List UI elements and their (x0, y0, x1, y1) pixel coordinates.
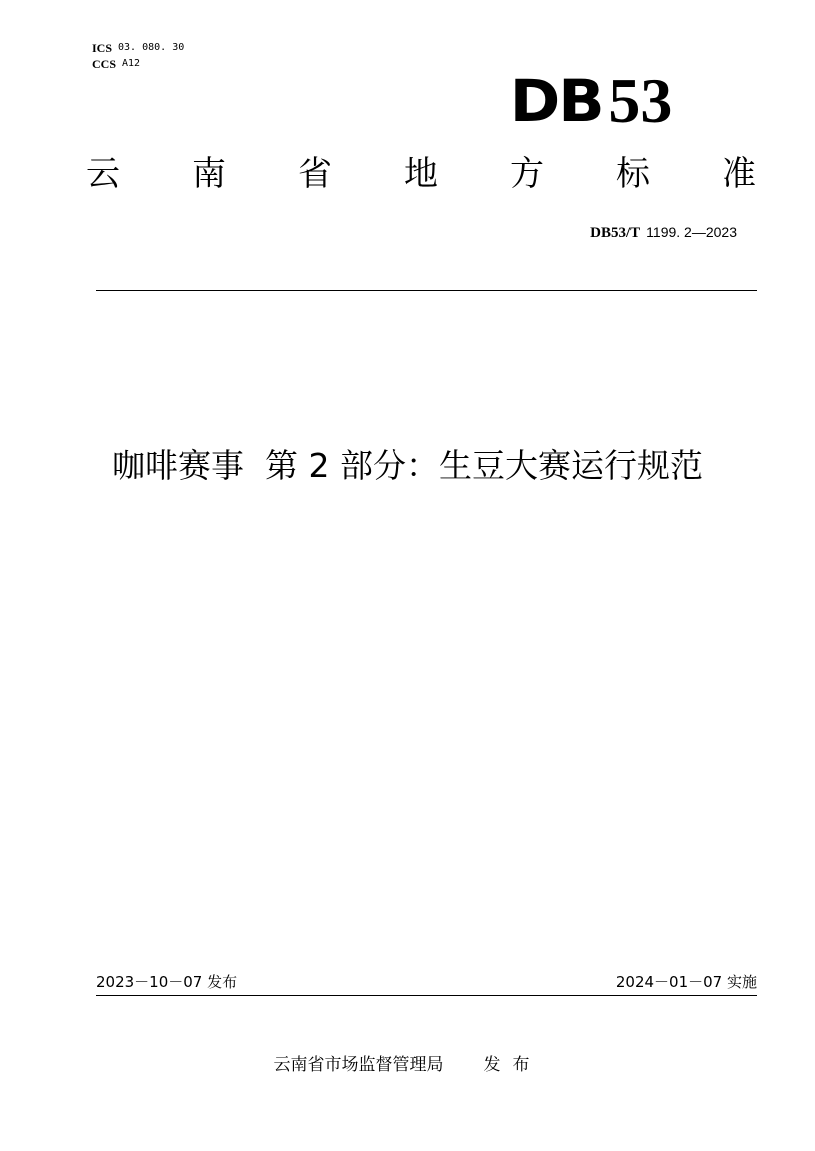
issuer-line (0, 1054, 815, 1076)
standard-code (590, 224, 737, 242)
standard-type-char: 地 (404, 154, 438, 194)
logo-letters: DB (509, 67, 603, 135)
logo-number: 53 (608, 65, 673, 136)
ccs-label: CCS (92, 57, 117, 71)
implement-date: 2024－01－07 实施 (615, 973, 757, 991)
standard-code-number: 1199. 2—2023 (646, 224, 737, 240)
document-title: 咖啡赛事 第 2 部分：生豆大赛运行规范 (112, 446, 703, 485)
classification-block (92, 40, 184, 72)
ccs-line (92, 56, 184, 72)
standard-type-char: 云 (86, 154, 120, 194)
standard-code-prefix: DB53/T (590, 225, 641, 241)
date-row (96, 972, 757, 992)
standard-type-char: 标 (616, 154, 650, 194)
bottom-divider (96, 995, 757, 996)
standard-type-char: 省 (298, 154, 332, 194)
issuer-org: 云南省市场监督管理局 (273, 1055, 444, 1075)
standard-type-heading (86, 152, 756, 196)
standard-type-char: 南 (192, 154, 226, 194)
ics-line (92, 40, 184, 56)
standard-type-char: 方 (510, 154, 544, 194)
ics-label: ICS (92, 41, 113, 55)
release-date: 2023－10－07 发布 (96, 973, 238, 991)
ccs-value: A12 (122, 58, 141, 69)
top-divider (96, 290, 757, 291)
issuer-verb: 发布 (483, 1055, 542, 1075)
ics-value: 03. 080. 30 (118, 42, 185, 53)
db53-logo (509, 65, 673, 136)
standard-type-char: 准 (722, 154, 756, 194)
